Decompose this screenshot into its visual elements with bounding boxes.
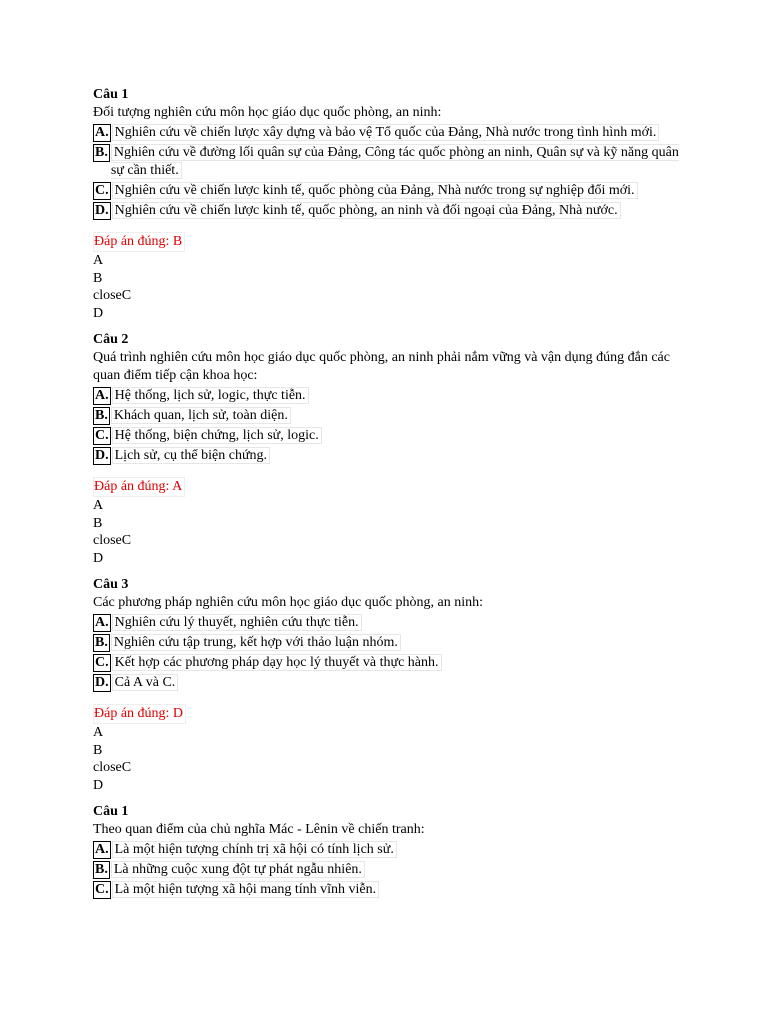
question-block: [93, 331, 693, 576]
option-text: Nghiên cứu về chiến lược xây dựng và bảo vệ Tổ quốc của Đảng, Nhà nước trong tình hình mới.: [112, 124, 660, 141]
answer-option[interactable]: [93, 614, 693, 632]
answer-option[interactable]: [93, 144, 693, 180]
option-label: A.: [95, 842, 109, 857]
option-label: A.: [95, 388, 109, 403]
option-label: B.: [95, 145, 108, 160]
option-text: Là một hiện tượng xã hội mang tính vĩnh viễn.: [112, 881, 380, 898]
option-label: B.: [95, 862, 108, 877]
option-label: A.: [95, 615, 109, 630]
correct-answer: Đáp án đúng: D: [93, 704, 186, 724]
choice-item[interactable]: A: [93, 725, 104, 740]
option-label: D.: [95, 203, 109, 218]
choice-item[interactable]: closeC: [93, 760, 132, 775]
question-text: Theo quan điểm của chủ nghĩa Mác - Lênin về chiến tranh:: [93, 822, 425, 837]
choice-item[interactable]: B: [93, 742, 103, 758]
option-label: C.: [95, 655, 109, 670]
option-text: Nghiên cứu tập trung, kết hợp với thảo luận nhóm.: [111, 634, 401, 651]
option-text: Nghiên cứu về chiến lược kinh tế, quốc phòng, an ninh và đối ngoại của Đảng, Nhà nước.: [112, 202, 621, 219]
option-text: Cả A và C.: [112, 674, 179, 691]
option-label: C.: [95, 882, 109, 897]
question-title: Câu 2: [93, 332, 129, 347]
answer-option[interactable]: [93, 861, 693, 879]
option-text: Khách quan, lịch sử, toàn diện.: [111, 407, 291, 424]
question-text: Đối tượng nghiên cứu môn học giáo dục quốc phòng, an ninh:: [93, 105, 442, 120]
answer-option[interactable]: [93, 387, 693, 405]
answer-option[interactable]: [93, 427, 693, 445]
option-text: Nghiên cứu lý thuyết, nghiên cứu thực tiễn.: [112, 614, 362, 631]
answer-option[interactable]: [93, 674, 693, 692]
choice-item[interactable]: A: [93, 498, 104, 513]
correct-answer: Đáp án đúng: A: [93, 477, 185, 497]
option-label: B.: [95, 635, 108, 650]
question-text: Quá trình nghiên cứu môn học giáo dục quốc phòng, an ninh phải nắm vững và vận dụng đúng đắn các quan điểm tiếp cận khoa học:: [93, 350, 670, 383]
question-text: Các phương pháp nghiên cứu môn học giáo dục quốc phòng, an ninh:: [93, 595, 484, 610]
option-text: Hệ thống, biện chứng, lịch sử, logic.: [112, 427, 322, 444]
option-text: Lịch sử, cụ thể biện chứng.: [112, 447, 270, 464]
option-text: Là một hiện tượng chính trị xã hội có tính lịch sử.: [112, 841, 397, 858]
choice-item[interactable]: A: [93, 253, 104, 268]
option-label: D.: [95, 675, 109, 690]
choice-item[interactable]: D: [93, 777, 104, 793]
choice-item[interactable]: B: [93, 515, 103, 531]
correct-answer: Đáp án đúng: B: [93, 232, 185, 252]
question-title: Câu 1: [93, 804, 129, 819]
answer-option[interactable]: [93, 654, 693, 672]
question-block: [93, 576, 693, 803]
option-text: Nghiên cứu về đường lối quân sự của Đảng, Công tác quốc phòng an ninh, Quân sự và kỹ năng quân sự cần thiết.: [110, 145, 679, 178]
answer-option[interactable]: [93, 182, 693, 200]
answer-option[interactable]: [93, 124, 693, 142]
option-label: C.: [95, 428, 109, 443]
answer-option[interactable]: [93, 634, 693, 652]
choice-item[interactable]: B: [93, 270, 103, 286]
question-block: [93, 803, 693, 899]
answer-option[interactable]: [93, 881, 693, 899]
option-text: Kết hợp các phương pháp dạy học lý thuyết và thực hành.: [112, 654, 442, 671]
option-text: Nghiên cứu về chiến lược kinh tế, quốc phòng của Đảng, Nhà nước trong sự nghiệp đổi mới.: [112, 182, 638, 199]
answer-option[interactable]: [93, 447, 693, 465]
option-text: Là những cuộc xung đột tự phát ngẫu nhiên.: [111, 861, 365, 878]
choice-item[interactable]: closeC: [93, 288, 132, 303]
option-label: D.: [95, 448, 109, 463]
option-label: A.: [95, 125, 109, 140]
option-label: C.: [95, 183, 109, 198]
choice-item[interactable]: D: [93, 550, 104, 566]
choice-item[interactable]: D: [93, 305, 104, 321]
answer-option[interactable]: [93, 202, 693, 220]
answer-option[interactable]: [93, 841, 693, 859]
question-block: [93, 86, 693, 331]
question-title: Câu 1: [93, 87, 129, 102]
question-title: Câu 3: [93, 577, 129, 592]
quiz-document: [93, 86, 693, 901]
option-text: Hệ thống, lịch sử, logic, thực tiễn.: [112, 387, 309, 404]
choice-item[interactable]: closeC: [93, 533, 132, 548]
option-label: B.: [95, 408, 108, 423]
answer-option[interactable]: [93, 407, 693, 425]
